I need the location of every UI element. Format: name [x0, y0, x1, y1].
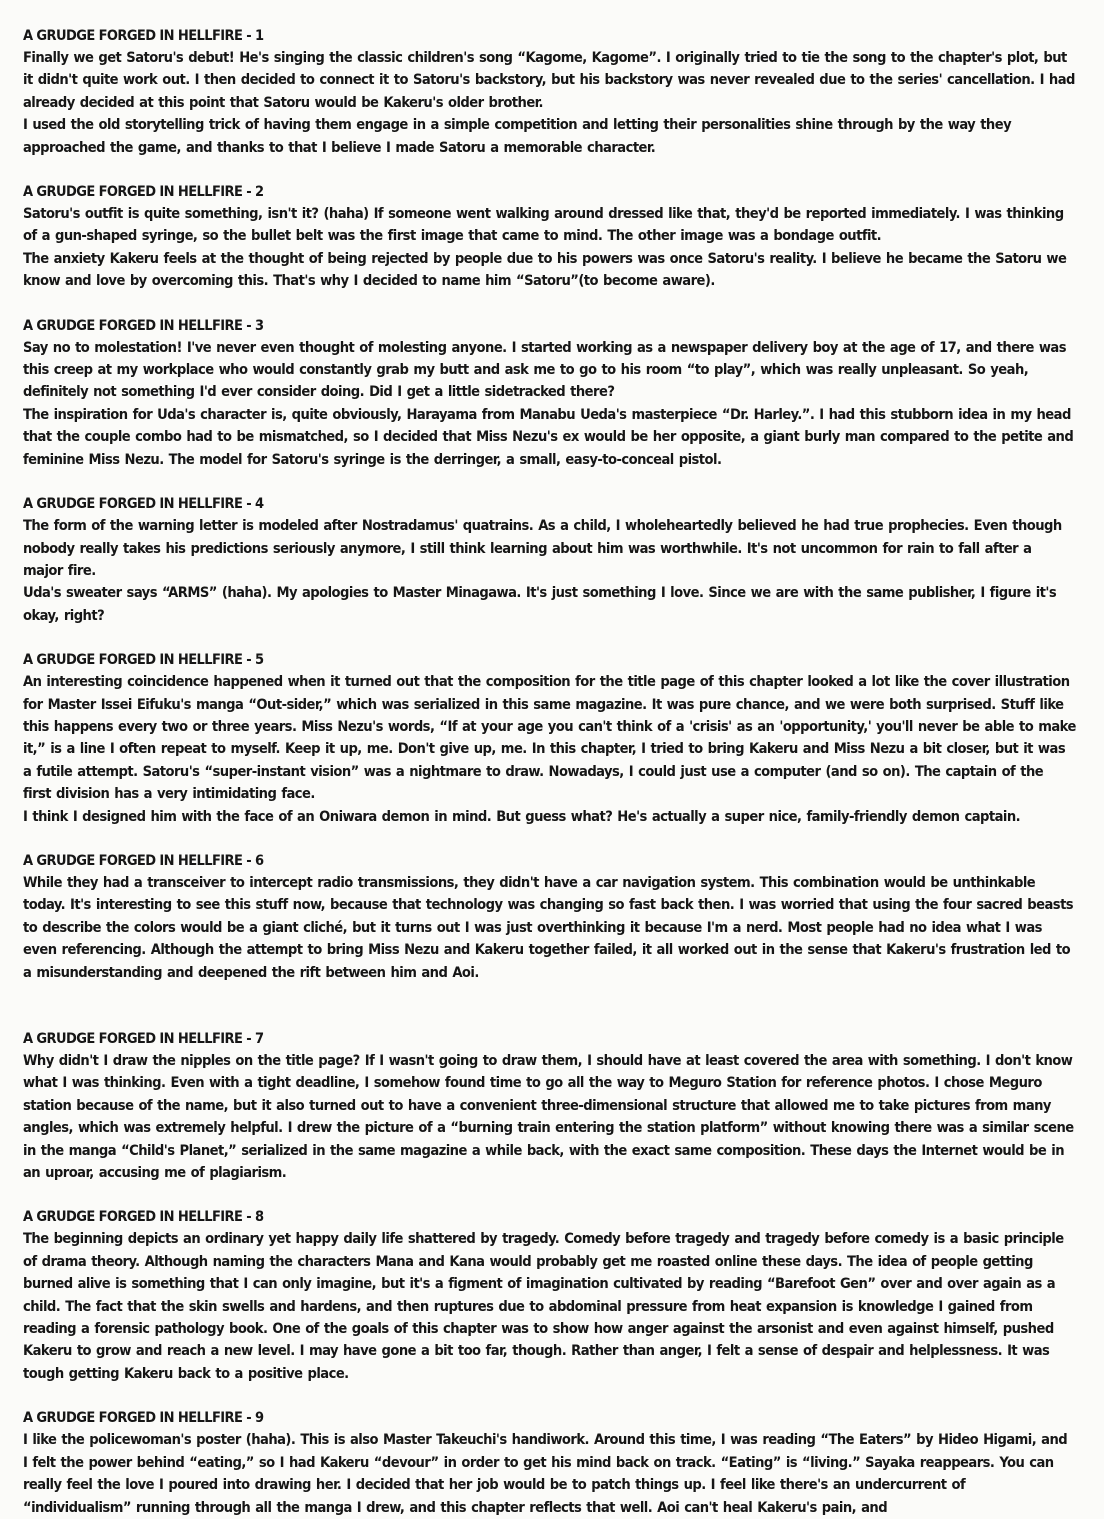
paragraph: I think I designed him with the face of an Oniwara demon in mind. But guess what? He's actually a super nice, family-friendly demon captain. — [23, 807, 1021, 825]
section-chapter-8 — [23, 1206, 1076, 1385]
paragraph: Say no to molestation! I've never even thought of molesting anyone. I started working as a newspaper delivery boy at the age of 17, and there was this creep at my workplace who would constantly grab my butt and ask me to go to his room “to play”, which was really unpleasant. So yeah, definitely not something I'd ever consider doing. Did I get a little sidetracked there? — [23, 338, 1067, 401]
section-chapter-7 — [23, 1028, 1076, 1184]
paragraph: An interesting coincidence happened when it turned out that the composition for the title page of this chapter looked a lot like the cover illustration for Master Issei Eifuku's manga “Out-sider,” which was serialized in this same magazine. It was pure chance, and we were both surprised. Stuff like this happens every two or three years. Miss Nezu's words, “If at your age you can't think of a 'crisis' as an 'opportunity,' you'll never be able to make it,” is a line I often repeat to myself. Keep it up, me. Don't give up, me. In this chapter, I tried to bring Kakeru and Miss Nezu a bit closer, but it was a futile attempt. Satoru's “super-instant vision” was a nightmare to draw. Nowadays, I could just use a computer (and so on). The captain of the first division has a very intimidating face. — [23, 673, 1076, 803]
section-heading: A GRUDGE FORGED IN HELLFIRE - 8 — [23, 1209, 264, 1226]
section-chapter-9 — [23, 1407, 1076, 1519]
section-gap — [23, 828, 1076, 850]
section-chapter-1 — [23, 25, 1076, 159]
paragraph: Satoru's outfit is quite something, isn't it? (haha) If someone went walking around dressed like that, they'd be reported immediately. I was thinking of a gun-shaped syringe, so the bullet belt was the first image that came to mind. The other image was a bondage outfit. — [23, 205, 1064, 245]
section-heading: A GRUDGE FORGED IN HELLFIRE - 7 — [23, 1031, 264, 1047]
paragraph: Finally we get Satoru's debut! He's singing the classic children's song “Kagome, Kagome”. I originally tried to tie the song to the chapter's plot, but it didn't quite work out. I then decided to connect it to Satoru's backstory, but his backstory was never revealed due to the series' cancellation. I had already decided at this point that Satoru would be Kakeru's older brother. — [23, 49, 1075, 111]
section-chapter-3 — [23, 315, 1076, 471]
paragraph: The form of the warning letter is modeled after Nostradamus' quatrains. As a child, I wholeheartedly believed he had true prophecies. Even though nobody really takes his predictions seriously anymore, I still think learning about him was worthwhile. It's not uncommon for rain to fall after a major fire. — [23, 517, 1062, 579]
paragraph: The anxiety Kakeru feels at the thought of being rejected by people due to his powers was once Satoru's reality. I believe he became the Satoru we know and love by overcoming this. That's why I decided to name him “Satoru”(to become aware). — [23, 249, 1067, 290]
section-chapter-2 — [23, 181, 1076, 293]
section-heading: A GRUDGE FORGED IN HELLFIRE - 3 — [23, 317, 264, 334]
paragraph: I used the old storytelling trick of having them engage in a simple competition and letting their personalities shine through by the way they approached the game, and thanks to that I believe I made Satoru a memorable character. — [23, 116, 1012, 156]
paragraph: The beginning depicts an ordinary yet happy daily life shattered by tragedy. Comedy before tragedy and tragedy before comedy is a basic principle of drama theory. Although naming the characters Mana and Kana would probably get me roasted online these days. The idea of people getting burned alive is something that I can only imagine, but it's a figment of imagination cultivated by reading “Barefoot Gen” over and over again as a child. The fact that the skin swells and hardens, and then ruptures due to abdominal pressure from heat expansion is knowledge I gained from reading a forensic pathology book. One of the goals of this chapter was to show how anger against the arsonist and even against himself, pushed Kakeru to grow and reach a new level. I may have gone a bit too far, though. Rather than anger, I felt a sense of despair and helplessness. It was tough getting Kakeru back to a positive place. — [23, 1230, 1064, 1382]
section-heading: A GRUDGE FORGED IN HELLFIRE - 6 — [23, 852, 264, 869]
section-chapter-5 — [23, 649, 1076, 828]
section-heading: A GRUDGE FORGED IN HELLFIRE - 5 — [23, 652, 264, 669]
section-heading: A GRUDGE FORGED IN HELLFIRE - 2 — [23, 184, 264, 201]
section-gap — [23, 627, 1076, 649]
paragraph: Uda's sweater says “ARMS” (haha). My apologies to Master Minagawa. It's just something I love. Since we are with the same publisher, I figure it's okay, right? — [23, 584, 1057, 624]
section-gap — [23, 293, 1076, 315]
paragraph: While they had a transceiver to intercept radio transmissions, they didn't have a car navigation system. This combination would be unthinkable today. It's interesting to see this stuff now, because that technology was changing so fast back then. I was worried that using the four sacred beasts to describe the colors would be a giant cliché, but it turns out I was just overthinking it because I'm a nerd. Most people had no idea what I was even referencing. Although the attempt to bring Miss Nezu and Kakeru together failed, it all worked out in the sense that Kakeru's frustration led to a misunderstanding and deepened the rift between him and Aoi. — [23, 873, 1074, 981]
section-chapter-6 — [23, 850, 1076, 984]
section-gap — [23, 159, 1076, 181]
section-heading: A GRUDGE FORGED IN HELLFIRE - 9 — [23, 1410, 264, 1427]
paragraph: I like the policewoman's poster (haha). This is also Master Takeuchi's handiwork. Around this time, I was reading “The Eaters” by Hideo Higami, and I felt the power behind “eating,” so I had Kakeru “devour” in order to get his mind back on track. “Eating” is “living.” Sayaka reappears. You can really feel the love I poured into drawing her. I decided that her job would be to patch things up. I feel like there's an undercurrent of “individualism” running through all the manga I drew, and this chapter reflects that well. Aoi can't heal Kakeru's pain, and — [23, 1431, 1068, 1516]
section-chapter-4 — [23, 493, 1076, 627]
section-gap — [23, 1184, 1076, 1206]
section-heading: A GRUDGE FORGED IN HELLFIRE - 1 — [23, 28, 264, 44]
section-heading: A GRUDGE FORGED IN HELLFIRE - 4 — [23, 496, 264, 513]
section-gap — [23, 471, 1076, 493]
paragraph: Why didn't I draw the nipples on the title page? If I wasn't going to draw them, I should have at least covered the area with something. I don't know what I was thinking. Even with a tight deadline, I somehow found time to go all the way to Meguro Station for reference photos. I chose Meguro station because of the name, but it also turned out to have a convenient three-dimensional structure that allowed me to take pictures from many angles, which was extremely helpful. I drew the picture of a “burning train entering the station platform” without knowing there was a similar scene in the manga “Child's Planet,” serialized in the same magazine a while back, with the exact same composition. These days the Internet would be in an uproar, accusing me of plagiarism. — [23, 1052, 1074, 1182]
paragraph: The inspiration for Uda's character is, quite obviously, Harayama from Manabu Ueda's masterpiece “Dr. Harley.”. I had this stubborn idea in my head that the couple combo had to be mismatched, so I decided that Miss Nezu's ex would be her opposite, a giant burly man compared to the petite and feminine Miss Nezu. The model for Satoru's syringe is the derringer, a small, easy-to-conceal pistol. — [23, 405, 1074, 468]
section-gap — [23, 1385, 1076, 1407]
section-gap — [23, 984, 1076, 1028]
